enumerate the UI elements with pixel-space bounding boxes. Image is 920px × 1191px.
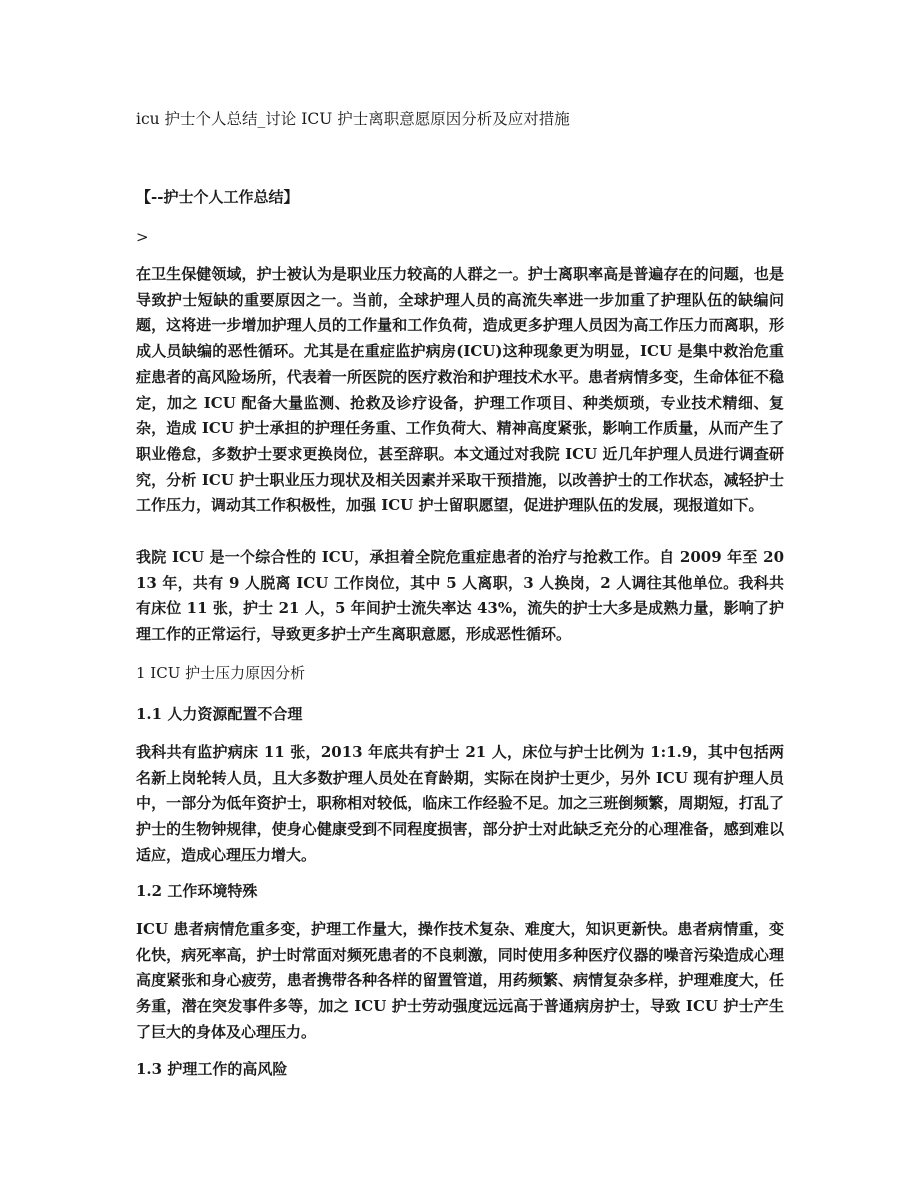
- heading-1-2: 1.2 工作环境特殊: [136, 882, 258, 900]
- paragraph-1-2: ICU 患者病情危重多变，护理工作量大，操作技术复杂、难度大，知识更新快。患者病情重，变化快，病死率高，护士时常面对频死患者的不良刺激，同时使用多种医疗仪器的噪音污染造成心理高度紧张和身心疲劳，患者携带各种各样的留置管道，用药频繁、病情复杂多样，护理难度大，任务重，潜在突发事件多等，加之 ICU 护士劳动强度远远高于普通病房护士，导致 ICU 护士产生了巨大的身体及心理压力。: [136, 920, 784, 1041]
- heading-1: 1 ICU 护士压力原因分析: [136, 664, 306, 682]
- marker-text: >: [136, 228, 149, 246]
- heading-1-1: 1.1 人力资源配置不合理: [136, 705, 303, 723]
- document-title: icu 护士个人总结_讨论 ICU 护士离职意愿原因分析及应对措施: [136, 110, 570, 128]
- heading-1-3: 1.3 护理工作的高风险: [136, 1060, 288, 1078]
- intro-paragraph: 在卫生保健领域，护士被认为是职业压力较高的人群之一。护士离职率高是普遍存在的问题，也是导致护士短缺的重要原因之一。当前，全球护理人员的高流失率进一步加重了护理队伍的缺编问题，这将进一步增加护理人员的工作量和工作负荷，造成更多护理人员因为高工作压力而离职，形成人员缺编的恶性循环。尤其是在重症监护病房(ICU)这种现象更为明显，ICU 是集中救治危重症患者的高风险场所，代表着一所医院的医疗救治和护理技术水平。患者病情多变，生命体征不稳定，加之 ICU 配备大量监测、抢救及诊疗设备，护理工作项目、种类烦琐，专业技术精细、复杂，造成 ICU 护士承担的护理任务重、工作负荷大、精神高度紧张，影响工作质量，从而产生了职业倦怠，多数护士要求更换岗位，甚至辞职。本文通过对我院 ICU 近几年护理人员进行调查研究，分析 ICU 护士职业压力现状及相关因素并采取干预措施，以改善护士的工作状态，减轻护士工作压力，调动其工作积极性，加强 ICU 护士留职愿望，促进护理队伍的发展，现报道如下。: [136, 265, 784, 515]
- background-paragraph: 我院 ICU 是一个综合性的 ICU，承担着全院危重症患者的治疗与抢救工作。自 2009 年至 2013 年，共有 9 人脱离 ICU 工作岗位，其中 5 人离职，3 人换岗，2 人调往其他单位。我科共有床位 11 张，护士 21 人，5 年间护士流失率达 43%，流失的护士大多是成熟力量，影响了护理工作的正常运行，导致更多护士产生离职意愿，形成恶性循环。: [136, 548, 784, 644]
- section-tag: 【--护士个人工作总结】: [136, 188, 299, 206]
- paragraph-1-1: 我科共有监护病床 11 张，2013 年底共有护士 21 人，床位与护士比例为 1:1.9，其中包括两名新上岗轮转人员，且大多数护理人员处在育龄期，实际在岗护士更少，另外 ICU 现有护理人员中，一部分为低年资护士，职称相对较低，临床工作经验不足。加之三班倒频繁，周期短，打乱了护士的生物钟规律，使身心健康受到不同程度损害，部分护士对此缺乏充分的心理准备，感到难以适应，造成心理压力增大。: [136, 743, 784, 864]
